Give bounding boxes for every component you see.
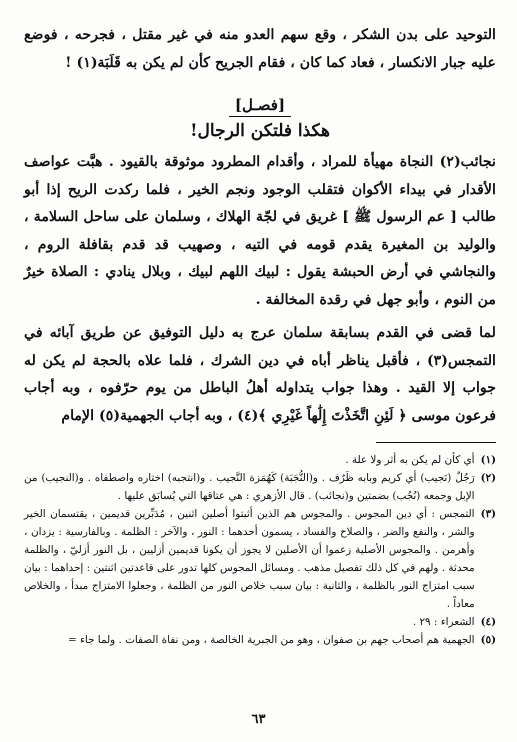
footnote-text: أي كأن لم يكن به أثر ولا علة . — [345, 454, 475, 466]
footnote-number: (٥) — [480, 634, 496, 646]
footnote-text: رَجُلٌ (نَجيب) أي كريم وبابه ظَرُف . و(النُّجَبَة) كَهُمَزة النَّجيب . و(انتجبه) اختاره واصطفاه . و(النجيب) من الإبل وجمعه (نُجُب) بضمتين و(نجائب) . قال الأزهري : هي عتاقها التي يُسابَق عليها . — [24, 472, 475, 502]
footnote — [24, 469, 496, 505]
body-paragraph-1: نجائب(٢) النجاة مهيأة للمراد ، وأقدام المطرود موثوقة بالقيود . هبَّت عواصف الأقدار في بيداء الأكوان فتقلب الوجود ونجم الخير ، فلما ركدت الريح إذا أبو طالب [ عم الرسول ﷺ ] غريق في لجّة الهلاك ، وسلمان على ساحل السلامة ، والوليد بن المغيرة يقدم قومه في التيه ، وصهيب قد قدم بقافلة الروم ، والنجاشي في أرض الحبشة يقول : لبيك اللهم لبيك ، وبلال ينادي : الصلاة خيرٌ من النوم ، وأبو جهل في رقدة المخالفة . — [24, 154, 496, 308]
opening-paragraph: التوحيد على بدن الشكر ، وقع سهم العدو منه في غير مقتل ، فجرحه ، فوضع عليه جبار الانكسار ، فعاد كما كان ، فقام الجريح كأن لم يكن به قَلَبَة(١) ! — [24, 27, 496, 71]
book-page — [24, 22, 496, 649]
footnote — [24, 505, 496, 613]
footnote-separator — [376, 442, 496, 443]
footnote-text: التمجس : أي دين المجوس . والمجوس هم الذين أثبتوا أصلين اثنين ، مُدَبِّرين قديمين ، يقتسمان الخير والشر ، والنفع والضر ، والصلاح والفساد ، يسمون أحدهما : النور ، والآخر : الظلمة . وبالفارسية : يزدان ، وأهرمن . والمجوس الأصلية زعموا أن الأصلين لا يجوز أن يكونا قديمين أزليين ، بل النور أزليّ ، والظلمة محدثة . ولهم في كل ذلك تفصيل مذهب . ومسائل المجوس كلها تدور على قاعدتين اثنتين : إحداهما : بيان سبب امتزاج النور بالظلمة ، والثانية : بيان سبب خلاص النور من الظلمة ، وجعلوا الامتزاج مبدأ ، والخلاص معاداً . — [24, 508, 475, 610]
footnote-number: (٣) — [480, 508, 496, 520]
footnote-number: (٤) — [480, 616, 496, 628]
section-label: [فصـل] — [229, 96, 291, 117]
footnote — [24, 451, 496, 469]
body-paragraph-2: لما قضى في القدم بسابقة سلمان عرج به دليل التوفيق عن طريق آبائه في التمجس(٣) ، فأقبل يناظر أباه في دين الشرك ، فلما علاه بالحجة لم يكن له جواب إلا القيد . وهذا جواب يتداوله أهلُ الباطل من يوم حرّفوه ، وبه أجاب فرعون موسى ﴿ لَئِنِ اتَّخَذْتَ إِلَٰهاً غَيْرِي ﴾(٤) ، وبه أجاب الجهمية(٥) الإمام — [24, 325, 496, 424]
footnote-text: الجهمية هم أصحاب جهم بن صفوان ، وهو من الجبرية الخالصة ، ومن نفاة الصفات . ولما جاء = — [68, 634, 475, 646]
footnotes — [24, 451, 496, 649]
page-number: ٦٣ — [251, 712, 266, 727]
footnote-number: (١) — [480, 454, 496, 466]
footnote-text: الشعراء : ٢٩ . — [412, 616, 475, 628]
footnote — [24, 613, 496, 631]
footnote — [24, 631, 496, 649]
footnote-number: (٢) — [480, 472, 496, 484]
section-title: هكذا فلتكن الرجال! — [190, 121, 330, 141]
section-heading — [24, 95, 496, 141]
